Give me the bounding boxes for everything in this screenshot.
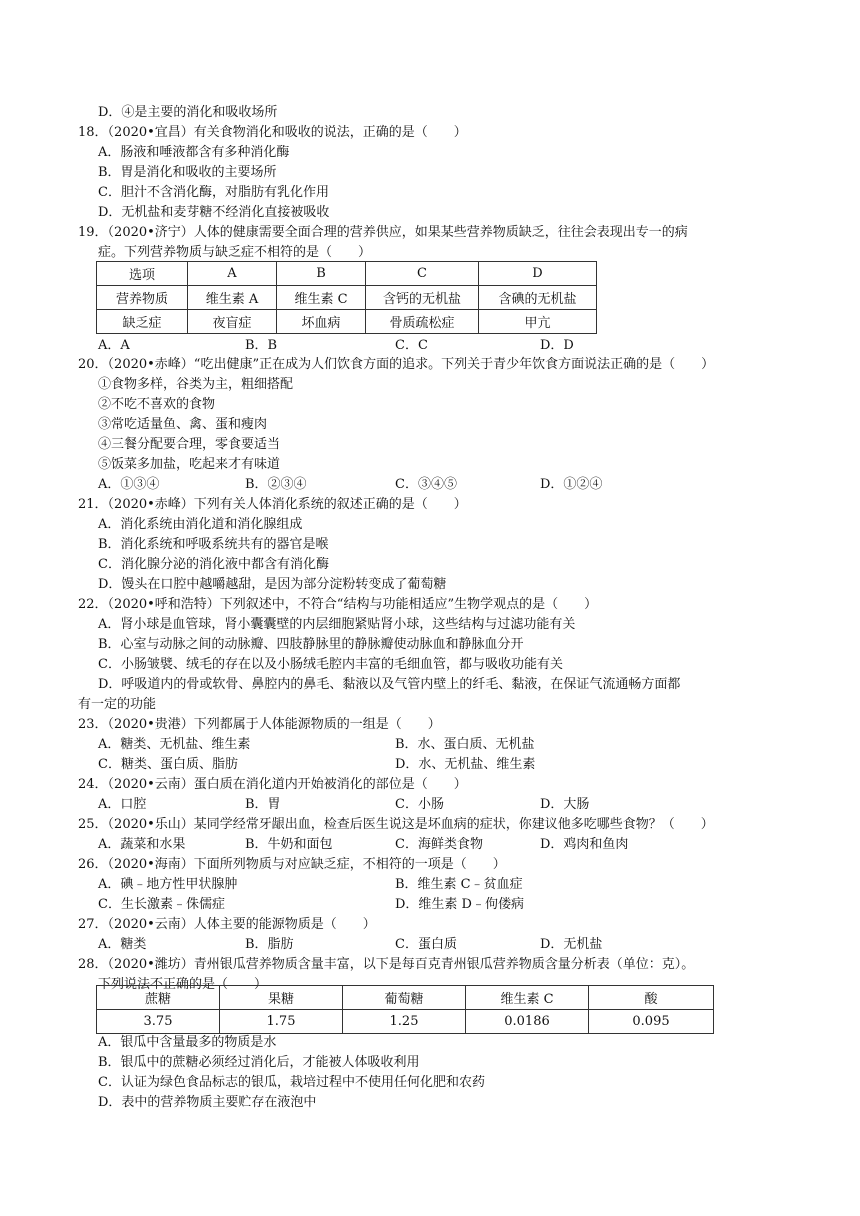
q21-option-d: D．馒头在口腔中越嚼越甜，是因为部分淀粉转变成了葡萄糖: [98, 577, 447, 592]
table-cell: 维生素 A: [188, 286, 277, 310]
q19-option-a: A．A: [98, 338, 130, 353]
table-cell: C: [366, 262, 479, 286]
question-28-cont: 下列说法不正确的是（ ）: [98, 977, 268, 992]
q22-option-d: D．呼吸道内的骨或软骨、鼻腔内的鼻毛、黏液以及气管内壁上的纤毛、黏液，在保证气流通畅方面都: [98, 677, 681, 692]
q25-option-a: A．蔬菜和水果: [98, 837, 186, 852]
question-19: 19．（2020•济宁）人体的健康需要全面合理的营养供应，如果某些营养物质缺乏，往往会表现出专一的病: [78, 225, 688, 240]
q23-option-c: C．糖类、蛋白质、脂肪: [98, 757, 238, 772]
table-cell: A: [188, 262, 277, 286]
table-row: [97, 1010, 714, 1034]
q21-option-a: A．消化系统由消化道和消化腺组成: [98, 517, 303, 532]
table-cell: 坏血病: [277, 310, 366, 334]
q20-statement-4: ④三餐分配要合理，零食要适当: [98, 437, 281, 452]
table-cell: 果糖: [220, 986, 343, 1010]
q25-option-c: C．海鲜类食物: [395, 837, 483, 852]
q22-option-a: A．肾小球是血管球，肾小囊囊壁的内层细胞紧贴肾小球，这些结构与过滤功能有关: [98, 617, 576, 632]
table-cell: 含钙的无机盐: [366, 286, 479, 310]
table-cell: B: [277, 262, 366, 286]
table-row: [97, 262, 597, 286]
q27-option-d: D．无机盐: [540, 937, 603, 952]
question-27: 27．（2020•云南）人体主要的能源物质是（ ）: [78, 917, 376, 932]
q20-option-b: B．②③④: [245, 477, 307, 492]
q28-option-b: B．银瓜中的蔗糖必须经过消化后，才能被人体吸收利用: [98, 1055, 420, 1070]
q27-option-b: B．脂肪: [245, 937, 294, 952]
q26-option-b: B．维生素 C﹣贫血症: [395, 877, 523, 892]
q28-option-c: C．认证为绿色食品标志的银瓜，栽培过程中不使用任何化肥和农药: [98, 1075, 485, 1090]
table-28: [96, 985, 714, 1034]
question-26: 26．（2020•海南）下面所列物质与对应缺乏症，不相符的一项是（ ）: [78, 857, 506, 872]
q23-option-a: A．糖类、无机盐、维生素: [98, 737, 251, 752]
q20-statement-1: ①食物多样，谷类为主，粗细搭配: [98, 377, 294, 392]
q24-option-a: A．口腔: [98, 797, 147, 812]
table-cell: 1.25: [343, 1010, 466, 1034]
q18-option-a: A．肠液和唾液都含有多种消化酶: [98, 145, 290, 160]
question-25: 25．（2020•乐山）某同学经常牙龈出血，检查后医生说这是坏血病的症状，你建议他多吃哪些食物？（ ）: [78, 817, 714, 832]
question-24: 24．（2020•云南）蛋白质在消化道内开始被消化的部位是（ ）: [78, 777, 467, 792]
q24-option-d: D．大肠: [540, 797, 590, 812]
question-18: 18．（2020•宜昌）有关食物消化和吸收的说法，正确的是（ ）: [78, 125, 467, 140]
q23-option-d: D．水、无机盐、维生素: [395, 757, 536, 772]
table-cell: 1.75: [220, 1010, 343, 1034]
table-cell: 0.0186: [466, 1010, 589, 1034]
q21-option-b: B．消化系统和呼吸系统共有的器官是喉: [98, 537, 329, 552]
table-cell: 骨质疏松症: [366, 310, 479, 334]
table-cell: 含碘的无机盐: [479, 286, 597, 310]
table-cell: 营养物质: [97, 286, 188, 310]
table-cell: 0.095: [589, 1010, 714, 1034]
table-row: [97, 310, 597, 334]
table-19: [96, 261, 597, 334]
table-cell: D: [479, 262, 597, 286]
table-cell: 维生素 C: [277, 286, 366, 310]
q21-option-c: C．消化腺分泌的消化液中都含有消化酶: [98, 557, 329, 572]
q22-option-d-cont: 有一定的功能: [78, 697, 157, 712]
q20-statement-3: ③常吃适量鱼、禽、蛋和瘦肉: [98, 417, 268, 432]
table-row: [97, 986, 714, 1010]
q20-statement-5: ⑤饭菜多加盐，吃起来才有味道: [98, 457, 281, 472]
q19-option-c: C．C: [395, 338, 428, 353]
q20-option-d: D．①②④: [540, 477, 603, 492]
table-cell: 维生素 C: [466, 986, 589, 1010]
question-23: 23．（2020•贵港）下列都属于人体能源物质的一组是（ ）: [78, 717, 441, 732]
q18-option-c: C．胆汁不含消化酶，对脂肪有乳化作用: [98, 185, 329, 200]
q28-option-a: A．银瓜中含量最多的物质是水: [98, 1035, 277, 1050]
table-cell: 酸: [589, 986, 714, 1010]
question-22: 22．（2020•呼和浩特）下列叙述中，不符合“结构与功能相适应”生物学观点的是（ ）: [78, 597, 598, 612]
q18-option-d: D．无机盐和麦芽糖不经消化直接被吸收: [98, 205, 330, 220]
table-cell: 蔗糖: [97, 986, 220, 1010]
q20-option-a: A．①③④: [98, 477, 160, 492]
table-cell: 甲亢: [479, 310, 597, 334]
q24-option-b: B．胃: [245, 797, 281, 812]
q18-option-b: B．胃是消化和吸收的主要场所: [98, 165, 277, 180]
table-row: [97, 286, 597, 310]
q26-option-a: A．碘﹣地方性甲状腺肿: [98, 877, 238, 892]
table-cell: 3.75: [97, 1010, 220, 1034]
q27-option-a: A．糖类: [98, 937, 147, 952]
table-cell: 缺乏症: [97, 310, 188, 334]
question-20: 20．（2020•赤峰）“吃出健康”正在成为人们饮食方面的追求。下列关于青少年饮食方面说法正确的是（ ）: [78, 357, 715, 372]
q20-statement-2: ②不吃不喜欢的食物: [98, 397, 216, 412]
q17-option-d: D．④是主要的消化和吸收场所: [98, 105, 278, 120]
table-cell: 夜盲症: [188, 310, 277, 334]
q26-option-c: C．生长激素﹣侏儒症: [98, 897, 225, 912]
q19-option-b: B．B: [245, 338, 278, 353]
question-28: 28．（2020•潍坊）青州银瓜营养物质含量丰富，以下是每百克青州银瓜营养物质含量分析表（单位：克）。: [78, 957, 695, 972]
q20-option-c: C．③④⑤: [395, 477, 457, 492]
table-cell: 葡萄糖: [343, 986, 466, 1010]
q22-option-b: B．心室与动脉之间的动脉瓣、四肢静脉里的静脉瓣使动脉血和静脉血分开: [98, 637, 524, 652]
q23-option-b: B．水、蛋白质、无机盐: [395, 737, 535, 752]
question-19-cont: 症。下列营养物质与缺乏症不相符的是（ ）: [98, 245, 372, 260]
question-21: 21．（2020•赤峰）下列有关人体消化系统的叙述正确的是（ ）: [78, 497, 467, 512]
q24-option-c: C．小肠: [395, 797, 444, 812]
q25-option-b: B．牛奶和面包: [245, 837, 333, 852]
q26-option-d: D．维生素 D﹣佝偻病: [395, 897, 524, 912]
q28-option-d: D．表中的营养物质主要贮存在液泡中: [98, 1095, 317, 1110]
q22-option-c: C．小肠皱襞、绒毛的存在以及小肠绒毛腔内丰富的毛细血管，都与吸收功能有关: [98, 657, 563, 672]
q19-option-d: D．D: [540, 338, 574, 353]
q25-option-d: D．鸡肉和鱼肉: [540, 837, 629, 852]
q27-option-c: C．蛋白质: [395, 937, 457, 952]
table-cell: 选项: [97, 262, 188, 286]
